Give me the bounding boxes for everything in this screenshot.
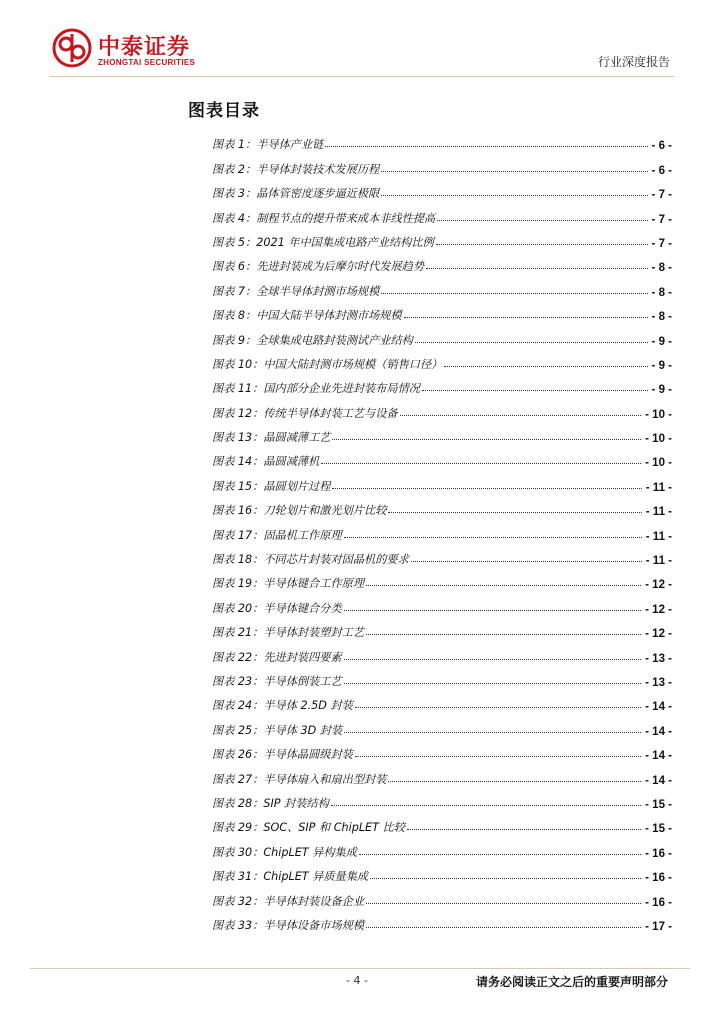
toc-entry[interactable] [212, 543, 672, 567]
toc-leader-dots [422, 390, 648, 391]
toc-entry-label: 图表 7：全球半导体封测市场规模 [212, 284, 380, 298]
toc-entry-label: 图表 2：半导体封装技术发展历程 [212, 162, 380, 176]
toc-leader-dots [370, 878, 641, 879]
toc-entry-label: 图表 10：中国大陆封测市场规模（销售口径） [212, 357, 443, 371]
toc-entry-page: - 10 - [645, 457, 672, 470]
toc-entry-label: 图表 8：中国大陆半导体封测市场规模 [212, 309, 402, 323]
toc-entry-page: - 9 - [651, 384, 672, 397]
toc-entry-label: 图表 20：半导体键合分类 [212, 601, 342, 615]
toc-entry-page: - 17 - [645, 920, 672, 933]
footer-disclaimer: 请务必阅读正文之后的重要声明部分 [475, 975, 668, 989]
toc-leader-dots [321, 463, 641, 464]
toc-entry-label: 图表 12：传统半导体封装工艺与设备 [212, 406, 398, 420]
toc-leader-dots [388, 512, 641, 513]
toc-entry-label: 图表 19：半导体键合工作原理 [212, 577, 365, 591]
toc-leader-dots [366, 927, 641, 928]
toc-entry[interactable] [212, 323, 672, 347]
toc-leader-dots [344, 537, 642, 538]
toc-entry[interactable] [212, 152, 672, 176]
toc-entry-page: - 14 - [645, 701, 672, 714]
toc-entry-page: - 14 - [645, 774, 672, 787]
toc-entry-page: - 16 - [645, 896, 672, 909]
toc-leader-dots [437, 220, 647, 221]
toc-entry-page: - 10 - [645, 433, 672, 446]
logo-english-name: ZHONGTAI SECURITIES [98, 58, 196, 67]
toc-entry[interactable] [212, 348, 672, 372]
toc-entry-page: - 10 - [645, 408, 672, 421]
toc-leader-dots [366, 585, 641, 586]
toc-entry[interactable] [212, 909, 672, 933]
toc-leader-dots [404, 317, 648, 318]
toc-entry-page: - 7 - [651, 213, 672, 226]
toc-entry-label: 图表 21：半导体封装塑封工艺 [212, 626, 365, 640]
toc-leader-dots [332, 488, 641, 489]
toc-entry-page: - 11 - [645, 530, 672, 543]
toc-entry[interactable] [212, 616, 672, 640]
toc-leader-dots [381, 293, 647, 294]
toc-entry[interactable] [212, 226, 672, 250]
toc-entry-label: 图表 32：半导体封装设备企业 [212, 894, 365, 908]
toc-entry-label: 图表 33：半导体设备市场规模 [212, 918, 365, 932]
toc-title: 图表目录 [188, 101, 260, 121]
toc-entry[interactable] [212, 689, 672, 713]
toc-leader-dots [355, 756, 641, 757]
toc-entry-label: 图表 5：2021 年中国集成电路产业结构比例 [212, 235, 434, 249]
toc-entry-label: 图表 28：SIP 封装结构 [212, 796, 329, 810]
report-type-label: 行业深度报告 [597, 55, 670, 69]
toc-entry-label: 图表 17：固晶机工作原理 [212, 528, 342, 542]
header-divider [50, 76, 674, 77]
zhongtai-logo-icon [52, 28, 92, 68]
toc-entry-page: - 8 - [651, 286, 672, 299]
toc-entry-page: - 12 - [645, 603, 672, 616]
toc-list [212, 128, 672, 933]
toc-entry[interactable] [212, 177, 672, 201]
toc-entry-page: - 9 - [651, 335, 672, 348]
toc-entry-label: 图表 15：晶圆划片过程 [212, 479, 331, 493]
toc-entry[interactable] [212, 469, 672, 493]
toc-entry-label: 图表 16：刀轮划片和激光划片比较 [212, 504, 387, 518]
toc-entry-page: - 14 - [645, 725, 672, 738]
toc-entry-page: - 11 - [645, 555, 672, 568]
toc-entry[interactable] [212, 494, 672, 518]
toc-entry-page: - 15 - [645, 823, 672, 836]
toc-leader-dots [344, 659, 641, 660]
page-number: - 4 - [346, 974, 368, 987]
toc-entry-label: 图表 24：半导体 2.5D 封装 [212, 699, 353, 713]
toc-entry-label: 图表 18：不同芯片封装对固晶机的要求 [212, 553, 409, 567]
toc-entry[interactable] [212, 762, 672, 786]
toc-entry[interactable] [212, 640, 672, 664]
toc-leader-dots [332, 439, 641, 440]
toc-entry-page: - 7 - [651, 237, 672, 250]
logo-chinese-name: 中泰证券 [98, 35, 191, 60]
toc-entry[interactable] [212, 665, 672, 689]
toc-entry[interactable] [212, 445, 672, 469]
toc-entry-label: 图表 9：全球集成电路封装测试产业结构 [212, 333, 413, 347]
toc-leader-dots [366, 634, 641, 635]
toc-entry[interactable] [212, 860, 672, 884]
toc-entry[interactable] [212, 518, 672, 542]
toc-entry-page: - 8 - [651, 262, 672, 275]
toc-entry-page: - 13 - [645, 652, 672, 665]
toc-leader-dots [344, 732, 641, 733]
toc-leader-dots [415, 342, 648, 343]
toc-entry[interactable] [212, 787, 672, 811]
toc-leader-dots [388, 781, 641, 782]
toc-entry-page: - 8 - [651, 311, 672, 324]
toc-entry-label: 图表 29：SOC、SIP 和 ChipLET 比较 [212, 821, 405, 835]
toc-leader-dots [400, 415, 642, 416]
toc-entry[interactable] [212, 201, 672, 225]
toc-entry[interactable] [212, 128, 672, 152]
toc-entry[interactable] [212, 591, 672, 615]
toc-entry-label: 图表 14：晶圆减薄机 [212, 455, 320, 469]
toc-entry-page: - 12 - [645, 579, 672, 592]
toc-leader-dots [411, 561, 642, 562]
toc-entry-label: 图表 1：半导体产业链 [212, 138, 324, 152]
toc-leader-dots [344, 683, 641, 684]
toc-entry-label: 图表 11：国内部分企业先进封装布局情况 [212, 382, 420, 396]
toc-entry-page: - 16 - [645, 872, 672, 885]
toc-entry[interactable] [212, 811, 672, 835]
toc-entry-page: - 11 - [645, 481, 672, 494]
toc-entry-label: 图表 3：晶体管密度逐步逼近极限 [212, 187, 380, 201]
toc-entry-label: 图表 22：先进封装四要素 [212, 650, 342, 664]
company-logo [52, 28, 217, 72]
footer-divider [30, 968, 690, 969]
toc-leader-dots [381, 195, 647, 196]
toc-entry[interactable] [212, 299, 672, 323]
toc-entry[interactable] [212, 396, 672, 420]
toc-leader-dots [331, 805, 641, 806]
toc-entry-page: - 12 - [645, 628, 672, 641]
toc-leader-dots [426, 268, 647, 269]
toc-leader-dots [359, 854, 641, 855]
toc-entry-page: - 13 - [645, 676, 672, 689]
toc-leader-dots [344, 610, 641, 611]
toc-leader-dots [444, 366, 647, 367]
toc-entry-label: 图表 27：半导体扇入和扇出型封装 [212, 772, 387, 786]
toc-entry-page: - 6 - [651, 140, 672, 153]
toc-entry-label: 图表 25：半导体 3D 封装 [212, 723, 343, 737]
toc-entry-page: - 14 - [645, 750, 672, 763]
toc-entry-page: - 6 - [651, 164, 672, 177]
toc-entry-label: 图表 6：先进封装成为后摩尔时代发展趋势 [212, 260, 425, 274]
toc-entry[interactable] [212, 567, 672, 591]
toc-leader-dots [355, 707, 641, 708]
toc-entry[interactable] [212, 421, 672, 445]
toc-entry-page: - 16 - [645, 847, 672, 860]
toc-entry-page: - 11 - [645, 506, 672, 519]
toc-entry-label: 图表 23：半导体倒装工艺 [212, 674, 342, 688]
toc-entry[interactable] [212, 835, 672, 859]
toc-leader-dots [381, 171, 647, 172]
toc-entry[interactable] [212, 738, 672, 762]
toc-entry-label: 图表 31：ChipLET 异质量集成 [212, 870, 369, 884]
toc-entry[interactable] [212, 250, 672, 274]
toc-leader-dots [325, 146, 647, 147]
toc-entry-page: - 7 - [651, 189, 672, 202]
toc-leader-dots [366, 903, 641, 904]
toc-entry-label: 图表 26：半导体晶圆级封装 [212, 748, 353, 762]
toc-entry-label: 图表 4：制程节点的提升带来成本非线性提高 [212, 211, 436, 225]
toc-leader-dots [436, 244, 648, 245]
toc-leader-dots [407, 829, 641, 830]
toc-entry-label: 图表 30：ChipLET 异构集成 [212, 845, 357, 859]
toc-entry[interactable] [212, 713, 672, 737]
toc-entry-page: - 15 - [645, 798, 672, 811]
toc-entry-page: - 9 - [651, 359, 672, 372]
toc-entry[interactable] [212, 884, 672, 908]
toc-entry-label: 图表 13：晶圆减薄工艺 [212, 431, 331, 445]
toc-entry[interactable] [212, 372, 672, 396]
toc-entry[interactable] [212, 274, 672, 298]
